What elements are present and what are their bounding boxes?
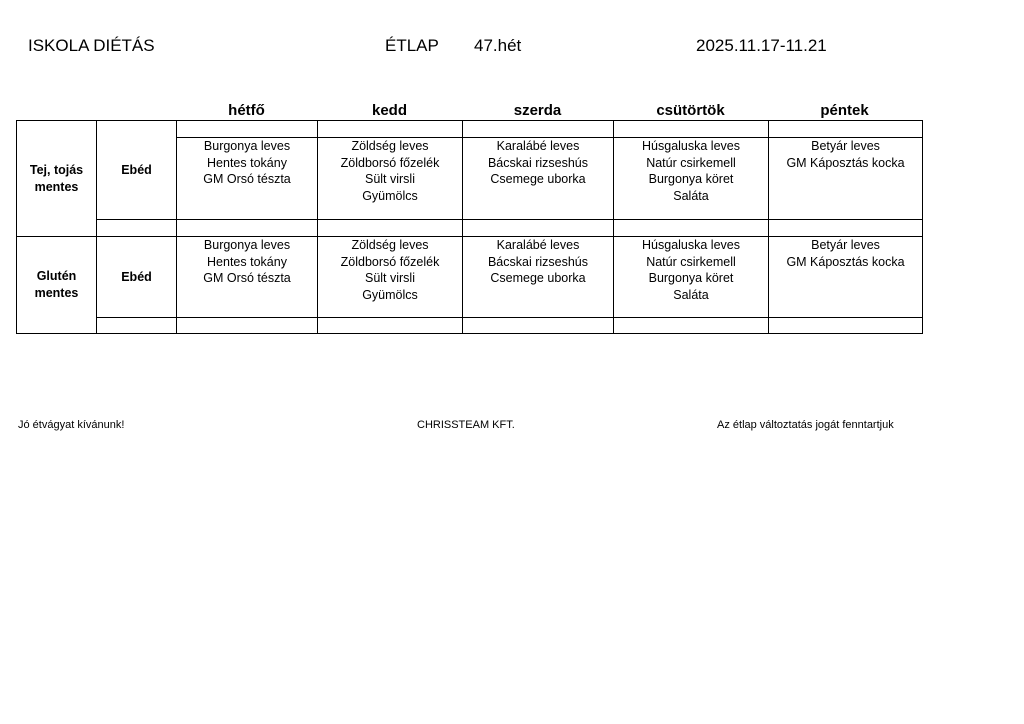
category-cell-dairy-egg-free: Tej, tojás mentes: [17, 121, 97, 237]
menu-table: [16, 120, 923, 334]
menu-cell-tuesday: Zöldség leves Zöldborsó főzelék Sült virsli Gyümölcs: [318, 138, 463, 220]
table-row: [17, 121, 923, 138]
menu-cell-wednesday: Karalábé leves Bácskai rizseshús Csemege uborka: [463, 138, 614, 220]
table-row: [17, 220, 923, 237]
day-header-monday: hétfő: [228, 102, 265, 119]
day-header-tuesday: kedd: [371, 102, 407, 119]
menu-cell-wednesday: Karalábé leves Bácskai rizseshús Csemege uborka: [463, 237, 614, 318]
day-header-friday: péntek: [820, 102, 869, 119]
school-title: ISKOLA DIÉTÁS: [28, 36, 155, 55]
menu-cell-tuesday: Zöldség leves Zöldborsó főzelék Sült virsli Gyümölcs: [318, 237, 463, 318]
category-cell-gluten-free: Glutén mentes: [17, 237, 97, 334]
day-header-thursday: csütörtök: [656, 102, 725, 119]
menu-cell-thursday: Húsgaluska leves Natúr csirkemell Burgonya köret Saláta: [614, 237, 769, 318]
menu-cell-thursday: Húsgaluska leves Natúr csirkemell Burgonya köret Saláta: [614, 138, 769, 220]
meal-cell: Ebéd: [97, 121, 177, 220]
menu-cell-friday: Betyár leves GM Káposztás kocka: [769, 237, 923, 318]
table-row: [17, 237, 923, 318]
week-number: 47.hét: [474, 36, 522, 55]
menu-cell-friday: Betyár leves GM Káposztás kocka: [769, 138, 923, 220]
date-range: 2025.11.17-11.21: [696, 36, 827, 55]
footer-company: CHRISSTEAM KFT.: [417, 419, 515, 431]
table-row: [17, 318, 923, 334]
footer-greeting: Jó étvágyat kívánunk!: [18, 419, 125, 431]
menu-cell-monday: Burgonya leves Hentes tokány GM Orsó tészta: [177, 138, 318, 220]
menu-title: ÉTLAP: [385, 36, 439, 55]
menu-cell-monday: Burgonya leves Hentes tokány GM Orsó tészta: [177, 237, 318, 318]
meal-cell: Ebéd: [97, 237, 177, 318]
day-header-wednesday: szerda: [513, 102, 562, 119]
footer-disclaimer: Az étlap változtatás jogát fenntartjuk: [717, 419, 894, 431]
